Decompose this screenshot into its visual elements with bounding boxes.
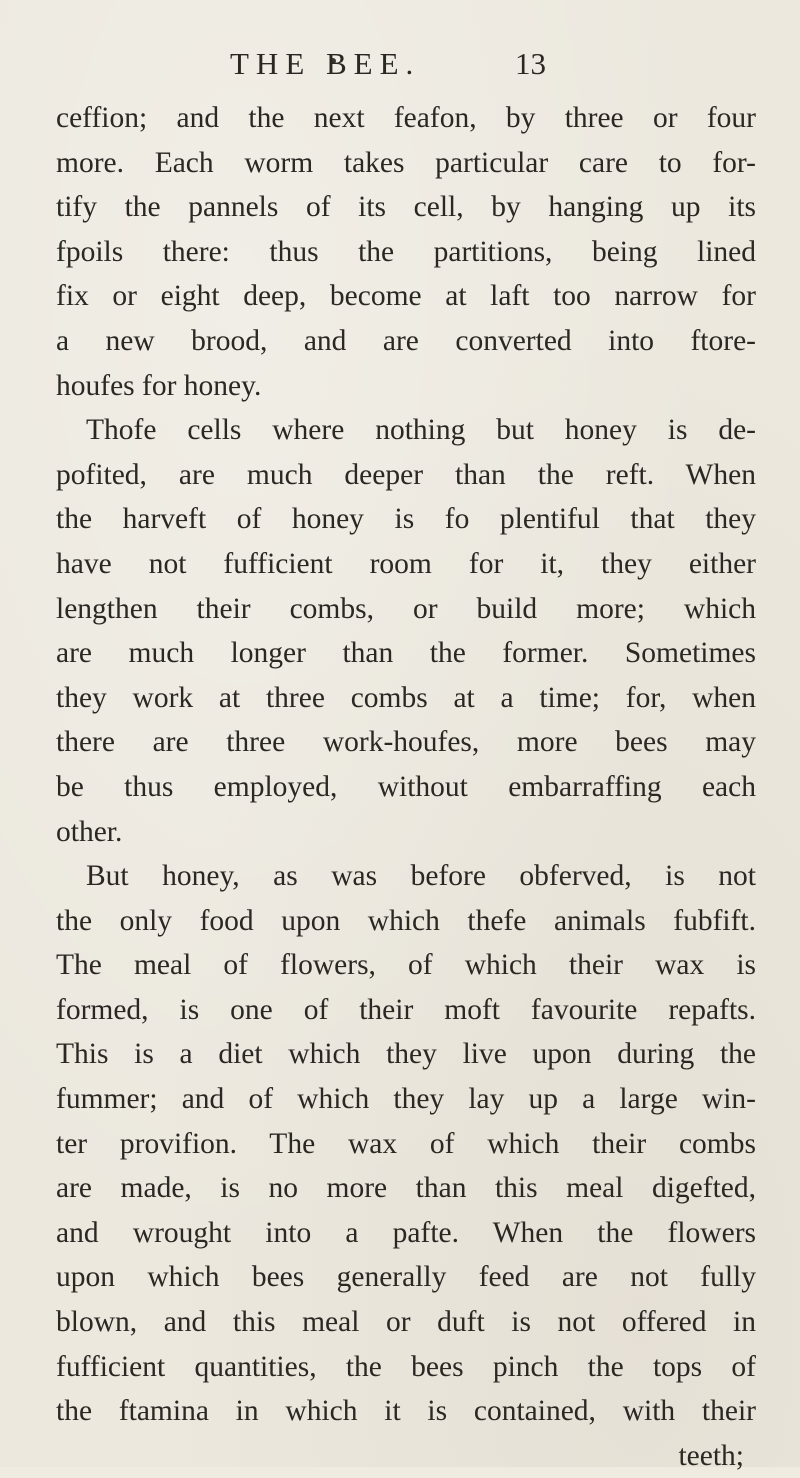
text-line: there are three work-houfes, more bees may: [56, 726, 756, 759]
text-line: a new brood, and are converted into ftore-: [56, 324, 756, 357]
text-line: the harveft of honey is fo plentiful that they: [56, 503, 756, 536]
text-line: more. Each worm takes particular care to for-: [56, 146, 756, 179]
text-line: lengthen their combs, or build more; which: [56, 592, 756, 625]
text-line: fix or eight deep, become at laft too narrow for: [56, 280, 756, 313]
text-line: the ftamina in which it is contained, with their: [56, 1395, 756, 1428]
text-line: pofited, are much deeper than the reft. When: [56, 458, 756, 491]
text-line: ter provifion. The wax of which their combs: [56, 1127, 756, 1160]
running-title: THE BEE.: [230, 46, 421, 81]
text-line: formed, is one of their moft favourite repafts.: [56, 993, 756, 1026]
text-line: fummer; and of which they lay up a large win-: [56, 1083, 756, 1116]
text-line: The meal of flowers, of which their wax is: [56, 949, 756, 982]
body-text: [56, 96, 756, 1478]
text-line: tify the pannels of its cell, by hanging up its: [56, 191, 756, 224]
text-line: But honey, as was before obferved, is not: [86, 860, 756, 893]
page-number: 13: [515, 46, 546, 81]
text-line: fufficient quantities, the bees pinch the tops of: [56, 1350, 756, 1383]
text-line: ceffion; and the next feafon, by three or four: [56, 102, 756, 134]
text-line: houfes for honey.: [56, 369, 262, 402]
text-line: the only food upon which thefe animals fubfift.: [56, 904, 756, 937]
text-line: other.: [56, 815, 123, 848]
text-line: Thofe cells where nothing but honey is de-: [86, 414, 756, 447]
text-line: be thus employed, without embarraffing each: [56, 770, 756, 803]
text-line: and wrought into a pafte. When the flowers: [56, 1216, 756, 1249]
text-line: have not fufficient room for it, they either: [56, 547, 756, 580]
text-line: fpoils there: thus the partitions, being lined: [56, 235, 756, 268]
text-line: upon which bees generally feed are not fully: [56, 1261, 756, 1294]
running-head: [0, 46, 800, 86]
catchword: teeth;: [678, 1439, 744, 1472]
text-line: are much longer than the former. Sometimes: [56, 637, 756, 670]
text-line: blown, and this meal or duft is not offered in: [56, 1306, 756, 1339]
text-line: they work at three combs at a time; for, when: [56, 681, 756, 714]
text-line: are made, is no more than this meal digefted,: [56, 1172, 756, 1205]
text-line: This is a diet which they live upon during the: [56, 1038, 756, 1071]
